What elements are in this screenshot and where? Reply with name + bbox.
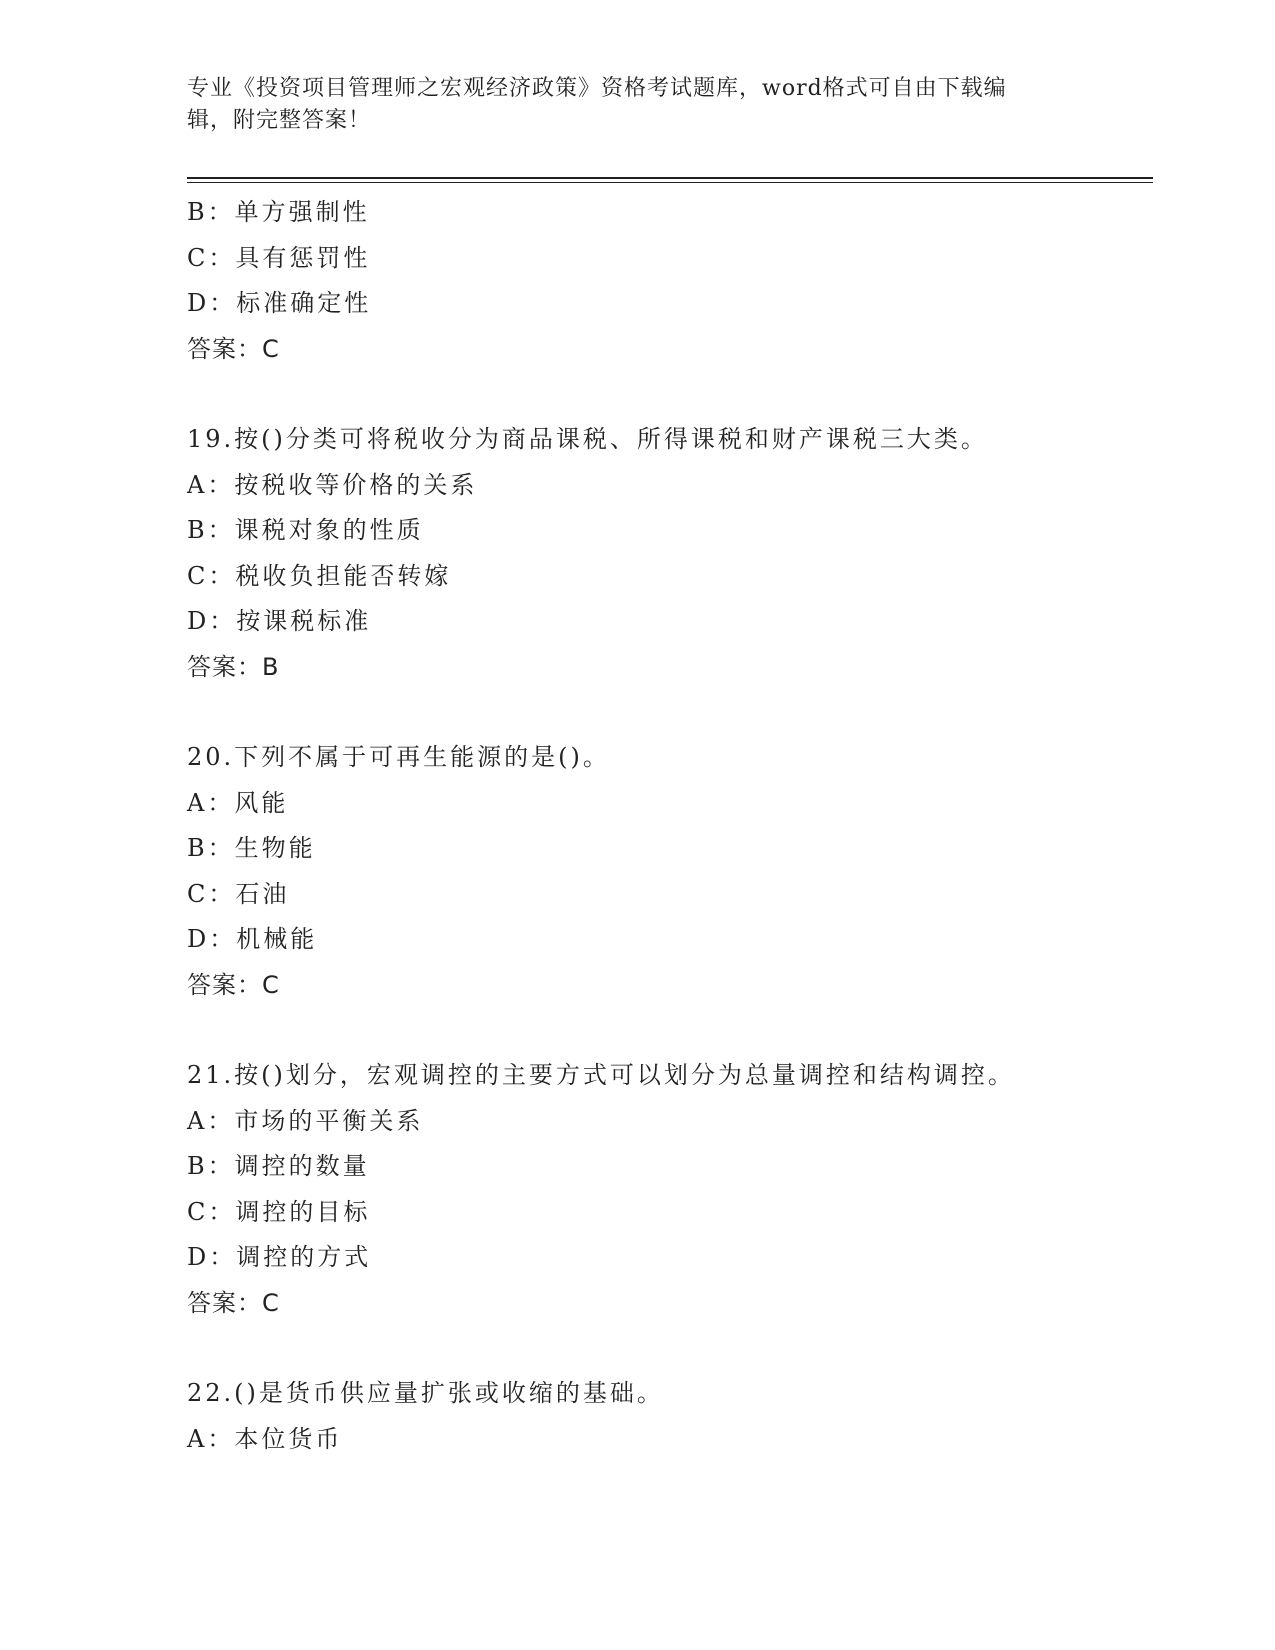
answer: 答案：C [187, 1288, 280, 1317]
option-a: A：本位货币 [187, 1424, 343, 1453]
document-header [187, 73, 1067, 137]
option-a: A：风能 [187, 788, 289, 817]
option-d: D：按课税标准 [187, 607, 372, 635]
question-block-19 [187, 417, 1153, 690]
option-c: C：调控的目标 [187, 1197, 371, 1226]
question-stem: 19.按()分类可将税收分为商品课税、所得课税和财产课税三大类。 [187, 425, 988, 453]
option-d: D：标准确定性 [187, 289, 372, 317]
question-stem: 21.按()划分，宏观调控的主要方式可以划分为总量调控和结构调控。 [187, 1061, 1015, 1089]
option-b: B：单方强制性 [187, 198, 370, 226]
option-a: A：按税收等价格的关系 [187, 470, 478, 499]
option-d: D：调控的方式 [187, 1243, 372, 1271]
header-divider-thin [187, 182, 1153, 183]
question-stem: 20.下列不属于可再生能源的是()。 [187, 743, 610, 771]
question-stem: 22.()是货币供应量扩张或收缩的基础。 [187, 1379, 664, 1407]
question-block-20 [187, 735, 1153, 1008]
option-d: D：机械能 [187, 925, 318, 953]
option-c: C：税收负担能否转嫁 [187, 561, 452, 590]
question-block-21 [187, 1053, 1153, 1326]
header-divider-thick [187, 177, 1153, 179]
header-line-1: 专业《投资项目管理师之宏观经济政策》资格考试题库，word格式可自由下载编 [187, 76, 1007, 101]
option-b: B：课税对象的性质 [187, 516, 424, 544]
option-c: C：石油 [187, 879, 290, 908]
answer: 答案：B [187, 652, 280, 681]
option-c: C：具有惩罚性 [187, 243, 371, 272]
option-a: A：市场的平衡关系 [187, 1106, 424, 1135]
option-b: B：调控的数量 [187, 1152, 370, 1180]
question-list [187, 190, 1153, 1462]
answer: 答案：C [187, 970, 280, 999]
option-b: B：生物能 [187, 834, 316, 862]
question-block-18 [187, 190, 1153, 372]
header-line-2: 辑，附完整答案！ [187, 108, 372, 133]
question-block-22 [187, 1371, 1153, 1462]
answer: 答案：C [187, 334, 280, 363]
